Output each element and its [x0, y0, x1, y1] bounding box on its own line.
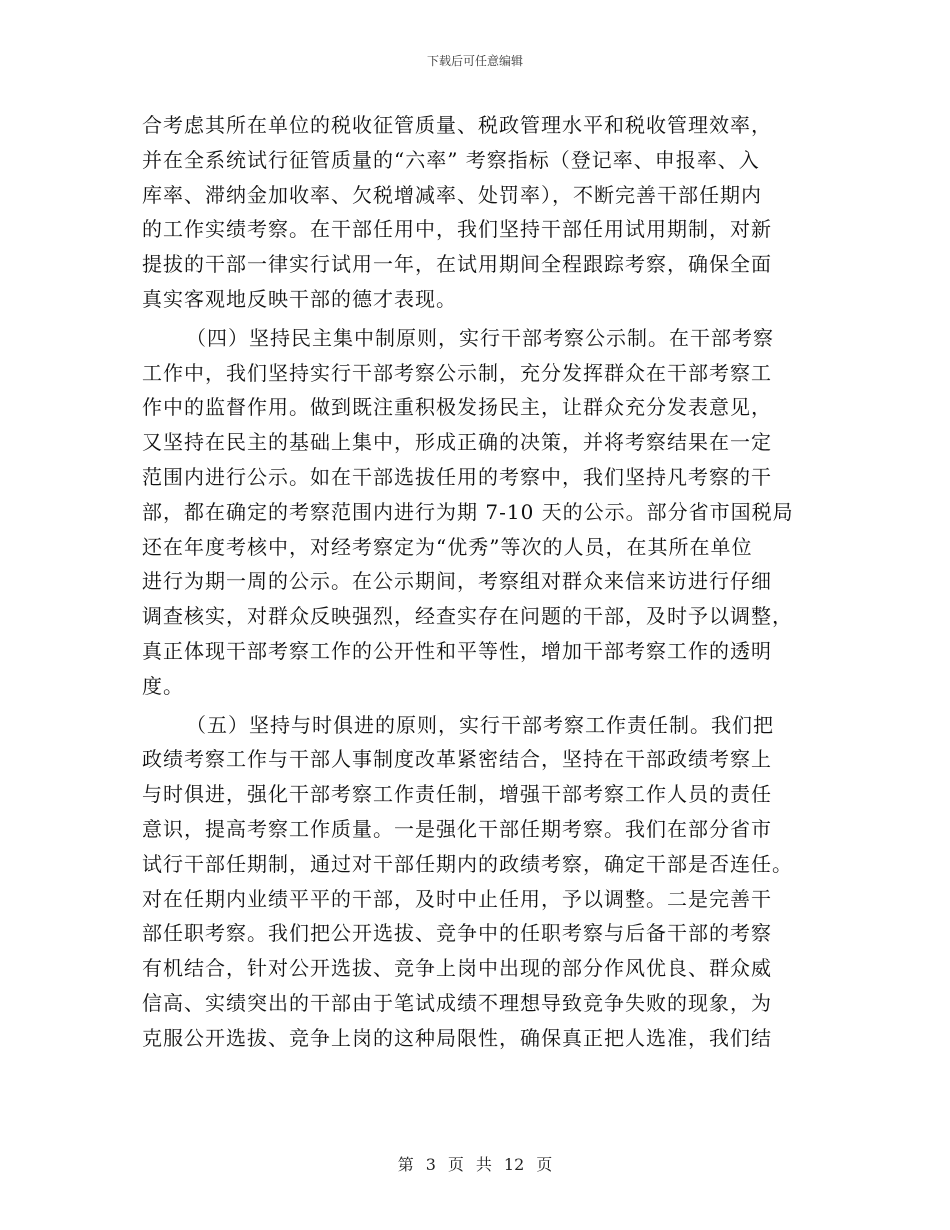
paragraph-line: 部，都在确定的考察范围内进行为期 7-10 天的公示。部分省市国税局 [142, 499, 794, 524]
paragraph-line: （四）坚持民主集中制原则，实行干部考察公示制。在干部考察 [186, 325, 774, 350]
paragraph-line: 工作中，我们坚持实行干部考察公示制，充分发挥群众在干部考察工 [142, 360, 772, 385]
paragraph-line: 有机结合，针对公开选拔、竞争上岗中出现的部分作风优良、群众威 [142, 956, 772, 981]
paragraph-line: 又坚持在民主的基础上集中，形成正确的决策，并将考察结果在一定 [142, 430, 772, 455]
page-header: 下载后可任意编辑 [426, 54, 523, 68]
footer-prefix: 第 [397, 1155, 414, 1174]
paragraph [142, 708, 810, 1056]
page-footer [0, 1152, 950, 1175]
paragraph-line: 库率、滞纳金加收率、欠税增减率、处罚率），不断完善干部任期内 [142, 182, 762, 207]
paragraph [142, 321, 810, 704]
paragraph-line: 并在全系统试行征管质量的“六率” 考察指标（登记率、申报率、入 [142, 147, 760, 172]
footer-current-page: 3 [425, 1155, 436, 1174]
paragraph-line: 与时俱进，强化干部考察工作责任制，增强干部考察工作人员的责任 [142, 782, 772, 807]
paragraph-line: 进行为期一周的公示。在公示期间，考察组对群众来信来访进行仔细 [142, 569, 772, 594]
paragraph-line: 度。 [142, 673, 184, 698]
footer-total-pages: 12 [503, 1155, 525, 1174]
paragraph-line: 意识，提高考察工作质量。一是强化干部任期考察。我们在部分省市 [142, 816, 772, 841]
paragraph-line: 作中的监督作用。做到既注重积极发扬民主，让群众充分发表意见， [142, 395, 772, 420]
paragraph-line: （五）坚持与时俱进的原则，实行干部考察工作责任制。我们把 [186, 712, 774, 737]
paragraph-line: 克服公开选拔、竞争上岗的这种局限性，确保真正把人选准，我们结 [142, 1025, 772, 1050]
paragraph-line: 合考虑其所在单位的税收征管质量、税政管理水平和税收管理效率， [142, 113, 772, 137]
paragraph [142, 108, 810, 317]
paragraph-line: 对在任期内业绩平平的干部，及时中止任用，予以调整。二是完善干 [142, 886, 772, 911]
paragraph-line: 范围内进行公示。如在干部选拔任用的考察中，我们坚持凡考察的干 [142, 464, 772, 489]
footer-total-word: 共 [475, 1155, 492, 1174]
paragraph-line: 的工作实绩考察。在干部任用中，我们坚持干部任用试用期制，对新 [142, 217, 772, 242]
paragraph-line: 信高、实绩突出的干部由于笔试成绩不理想导致竞争失败的现象，为 [142, 990, 772, 1015]
footer-suffix: 页 [536, 1155, 553, 1174]
paragraph-line: 政绩考察工作与干部人事制度改革紧密结合，坚持在干部政绩考察上 [142, 747, 772, 772]
paragraph-line: 还在年度考核中，对经考察定为“优秀”等次的人员，在其所在单位 [142, 534, 753, 559]
footer-page-word: 页 [447, 1155, 464, 1174]
paragraph-line: 试行干部任期制，通过对干部任期内的政绩考察，确定干部是否连任。 [142, 851, 793, 876]
paragraph-line: 调查核实，对群众反映强烈，经查实存在问题的干部，及时予以调整， [142, 604, 793, 629]
document-body [142, 108, 810, 1056]
paragraph-line: 提拔的干部一律实行试用一年，在试用期间全程跟踪考察，确保全面 [142, 252, 772, 277]
paragraph-line: 部任职考察。我们把公开选拔、竞争中的任职考察与后备干部的考察 [142, 921, 772, 946]
paragraph-line: 真实客观地反映干部的德才表现。 [142, 286, 457, 311]
paragraph-line: 真正体现干部考察工作的公开性和平等性，增加干部考察工作的透明 [142, 638, 772, 663]
